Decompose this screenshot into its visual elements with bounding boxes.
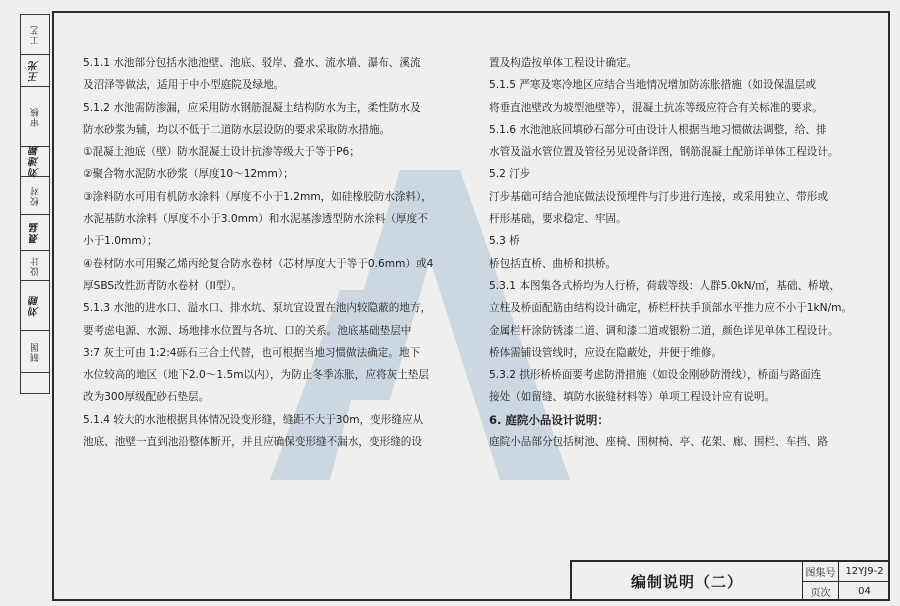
sidebar-label-cell: [21, 331, 49, 373]
title-block: [570, 560, 890, 601]
text-line: 防水砂浆为辅，均以不低于二道防水层设防的要求采取防水措施。: [83, 123, 391, 136]
text-line: 庭院小品部分包括树池、座椅、围树椅、亭、花架、廊、围栏、车挡、路: [489, 436, 828, 449]
sidebar-label-cell: [21, 177, 49, 215]
text-line: 桥包括直桥、曲桥和拱桥。: [489, 257, 617, 270]
text-line: 桥体需铺设管线时，应设在隐蔽处，并便于维修。: [489, 346, 723, 359]
text-line: 5.1.4 较大的水池根据具体情况设变形缝，缝距不大于30m，变形缝应从: [83, 413, 424, 426]
sidebar-label-cell: [21, 15, 49, 55]
sheet-title: 编制说明（二）: [572, 562, 803, 601]
text-line: ④卷材防水可用聚乙烯丙纶复合防水卷材（芯材厚度大于等于0.6mm）或4: [83, 257, 434, 270]
text-line: 要考虑电源、水源、场地排水位置与各坑、口的关系。池底基础垫层中: [83, 324, 412, 337]
atlas-number-label: 图集号: [803, 562, 839, 582]
signature-cell: [21, 215, 49, 251]
text-line: ②聚合物水泥防水砂浆（厚度10～12mm）；: [83, 168, 294, 181]
sidebar-label: 制图: [30, 341, 41, 362]
page-number-value: 04: [858, 585, 871, 597]
text-line: 厚SBS改性沥青防水卷材（II型）。: [83, 279, 243, 292]
signature-text: 刘速颖: [29, 145, 41, 178]
text-line: 5.2 汀步: [489, 168, 531, 181]
text-line: 水泥基防水涂料（厚度不小于3.0mm）和水泥基渗透型防水涂料（厚度不: [83, 213, 428, 226]
signature-text: 王光: [29, 59, 41, 82]
text-line: 接处（如留缝、填防水嵌缝材料等）单项工程设计应有说明。: [489, 391, 776, 404]
text-line: ①混凝土池底（壁）防水混凝土设计抗渗等级大于等于P6；: [83, 146, 360, 159]
text-line: 置及构造按单体工程设计确定。: [489, 57, 638, 69]
text-line: ③涂料防水可用有机防水涂料（厚度不小于1.2mm，如硅橡胶防水涂料），: [83, 190, 432, 203]
text-line: 5.3 桥: [489, 235, 520, 248]
sheet-info-grid: [803, 562, 890, 601]
signature-cell: [21, 281, 49, 331]
sidebar-label: 设计: [30, 255, 41, 276]
text-line: 小于1.0mm）；: [83, 235, 158, 248]
atlas-number-value: 12YJ9-2: [839, 562, 890, 582]
signature-sidebar: [20, 14, 50, 394]
page-number-label: 页次: [803, 582, 839, 602]
signature-text: 刘睦: [29, 294, 41, 317]
text-line: 池底、池壁一直到池沿整体断开，并且应确保变形缝不漏水，变形缝的设: [83, 436, 422, 449]
sidebar-label: 工艺: [30, 24, 41, 45]
right-column: [489, 52, 852, 453]
text-line: 5.1.2 水池需防渗漏，应采用防水钢筋混凝土结构防水为主，柔性防水及: [83, 101, 421, 114]
sidebar-label: 审核: [30, 106, 41, 127]
text-line: 将垂直池壁改为坡型池壁等），混凝土抗冻等级应符合有关标准的要求。: [489, 101, 823, 114]
text-line: 立柱及桥面配筋由结构设计确定，桥栏杆扶手顶部水平推力应不小于1kN/m。: [489, 302, 853, 315]
text-line: 5.1.6 水池池底回填砂石部分可由设计人根据当地习惯做法调整，给、排: [489, 123, 827, 136]
text-line: 水管及溢水管位置及管径另见设备详图，钢筋混凝土配筋详单体工程设计。: [489, 146, 839, 159]
text-line: 水位较高的地区（地下2.0～1.5m以内），为防止冬季冻胀，应将灰土垫层: [83, 369, 429, 382]
signature-text: 聂猛: [29, 221, 41, 244]
sidebar-label-cell: [21, 251, 49, 281]
section-heading: 6. 庭院小品设计说明：: [489, 412, 609, 427]
signature-cell: [21, 147, 49, 177]
text-line: 5.3.2 拱形桥桥面要考虑防滑措施（如设金刚砂防滑线），桥面与路面连: [489, 369, 822, 382]
text-line: 杆形基础，要求稳定、牢固。: [489, 213, 627, 226]
text-line: 改为300厚级配砂石垫层。: [83, 391, 210, 404]
text-line: 及沼泽等做法，适用于中小型庭院及绿地。: [83, 79, 285, 92]
text-line: 5.3.1 本图集各式桥均为人行桥，荷载等级：人群5.0kN/㎡，基础、桥墩、: [489, 279, 840, 292]
text-line: 5.1.5 严寒及寒冷地区应结合当地情况增加防冻胀措施（如设保温层或: [489, 79, 816, 92]
sidebar-label-cell: [21, 87, 49, 147]
text-line: 5.1.1 水池部分包括水池池壁、池底、驳岸、叠水、流水墙、瀑布、溪流: [83, 57, 421, 69]
text-line: 汀步基础可结合池底做法设预埋件与汀步进行连接，或采用独立、带形或: [489, 190, 828, 203]
left-column: [83, 52, 433, 453]
signature-cell: [21, 55, 49, 87]
text-line: 金属栏杆涂防锈漆二道、调和漆二道或银粉二道，颜色详见单体工程设计。: [489, 324, 839, 337]
text-line: 3:7 灰土可由 1:2:4砾石三合土代替，也可根据当地习惯做法确定。地下: [83, 346, 421, 359]
text-line: 5.1.3 水池的进水口、溢水口、排水坑、泵坑宜设置在池内较隐蔽的地方，: [83, 302, 432, 315]
sidebar-label: 校对: [30, 185, 41, 206]
